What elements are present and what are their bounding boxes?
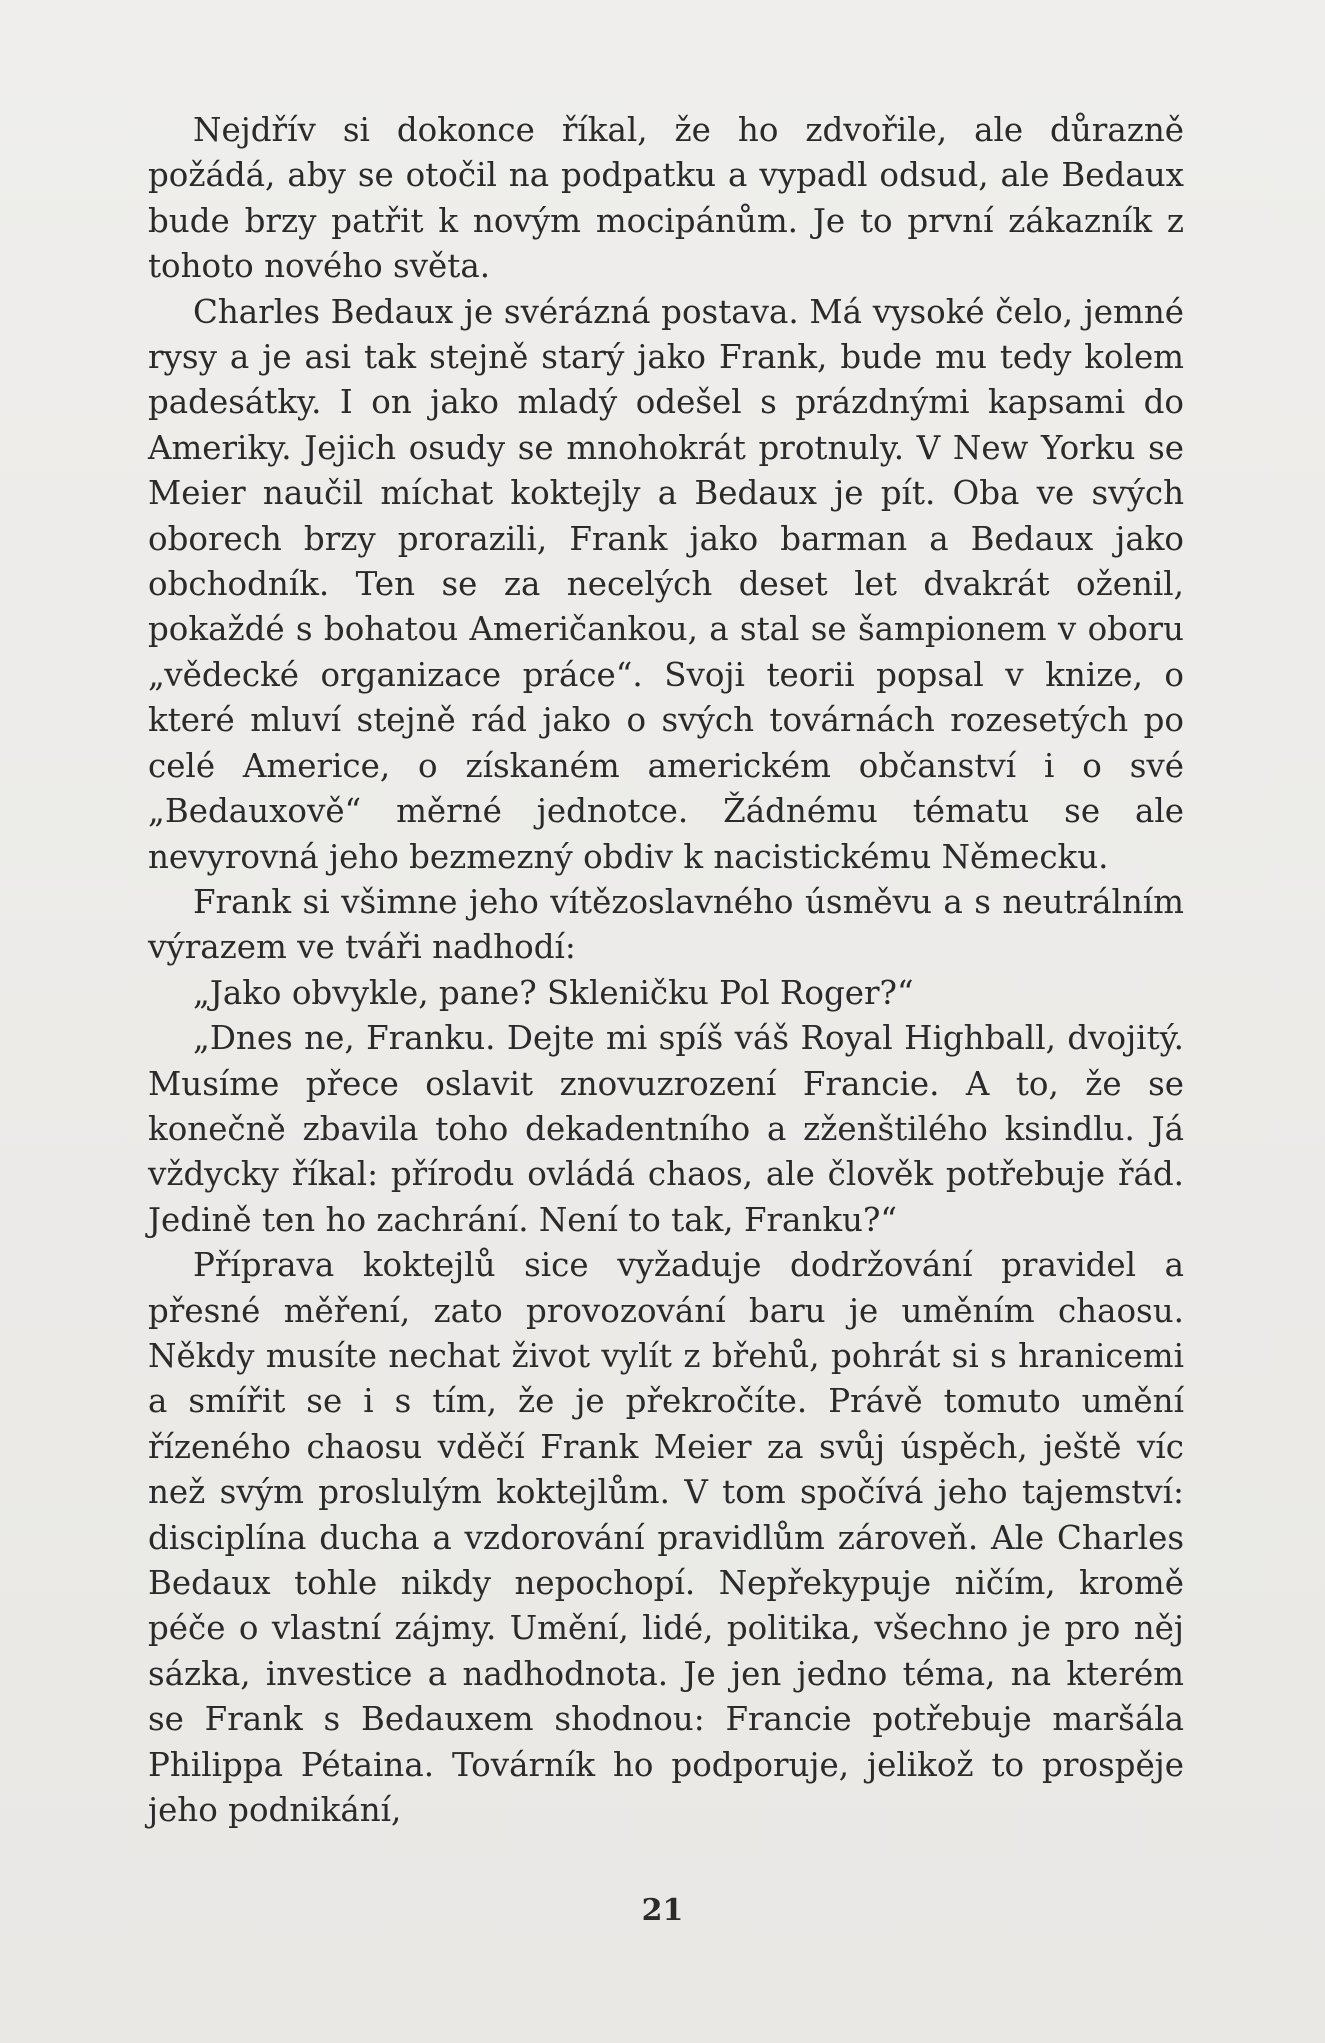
- paragraph: Charles Bedaux je svérázná postava. Má vysoké čelo, jemné rysy a je asi tak stejně starý jako Frank, bude mu tedy kolem padesátky. I on jako mladý odešel s prázdnými kapsami do Ameriky. Jejich osudy se mnohokrát protnuly. V New Yorku se Meier naučil míchat koktejly a Bedaux je pít. Oba ve svých oborech brzy prorazili, Frank jako barman a Bedaux jako obchodník. Ten se za necelých deset let dvakrát oženil, pokaždé s bohatou Američankou, a stal se šampionem v oboru „vědecké organizace práce“. Svoji teorii popsal v knize, o které mluví stejně rád jako o svých továrnách rozesetých po celé Americe, o získaném americkém občanství i o své „Bedauxově“ měrné jednotce. Žádnému tématu se ale nevyrovná jeho bezmezný obdiv k nacistickému Německu.: [148, 292, 1184, 876]
- paragraph: „Jako obvykle, pane? Skleničku Pol Roger?“: [193, 973, 914, 1012]
- paragraph: Příprava koktejlů sice vyžaduje dodržování pravidel a přesné měření, zato provozování baru je uměním chaosu. Někdy musíte nechat život vylít z břehů, pohrát si s hranicemi a smířit se i s tím, že je překročíte. Právě tomuto umění řízeného chaosu vděčí Frank Meier za svůj úspěch, ještě víc než svým proslulým koktejlům. V tom spočívá jeho tajemství: disciplína ducha a vzdorování pravidlům zároveň. Ale Charles Bedaux tohle nikdy nepochopí. Nepřekypuje ničím, kromě péče o vlastní zájmy. Umění, lidé, politika, všechno je pro něj sázka, investice a nadhodnota. Je jen jedno téma, na kterém se Frank s Bedauxem shodnou: Francie potřebuje maršála Philippa Pétaina. Továrník ho podporuje, jelikož to prospěje jeho podnikání,: [148, 1246, 1184, 1830]
- page-number: 21: [641, 1893, 684, 1928]
- paragraph: Frank si všimne jeho vítězoslavného úsměvu a s neutrálním výrazem ve tváři nadhodí:: [148, 882, 1184, 967]
- paragraph: „Dnes ne, Franku. Dejte mi spíš váš Royal Highball, dvojitý. Musíme přece oslavit znovuzrození Francie. A to, že se konečně zbavila toho dekadentního a zženštilého ksindlu. Já vždycky říkal: přírodu ovládá chaos, ale člověk potřebuje řád. Jedině ten ho zachrání. Není to tak, Franku?“: [148, 1019, 1184, 1239]
- paragraph: Nejdřív si dokonce říkal, že ho zdvořile, ale důrazně požádá, aby se otočil na podpatku a vypadl odsud, ale Bedaux bude brzy patřit k novým mocipánům. Je to první zákazník z tohoto nového světa.: [148, 111, 1184, 286]
- body-text: [148, 108, 1184, 1833]
